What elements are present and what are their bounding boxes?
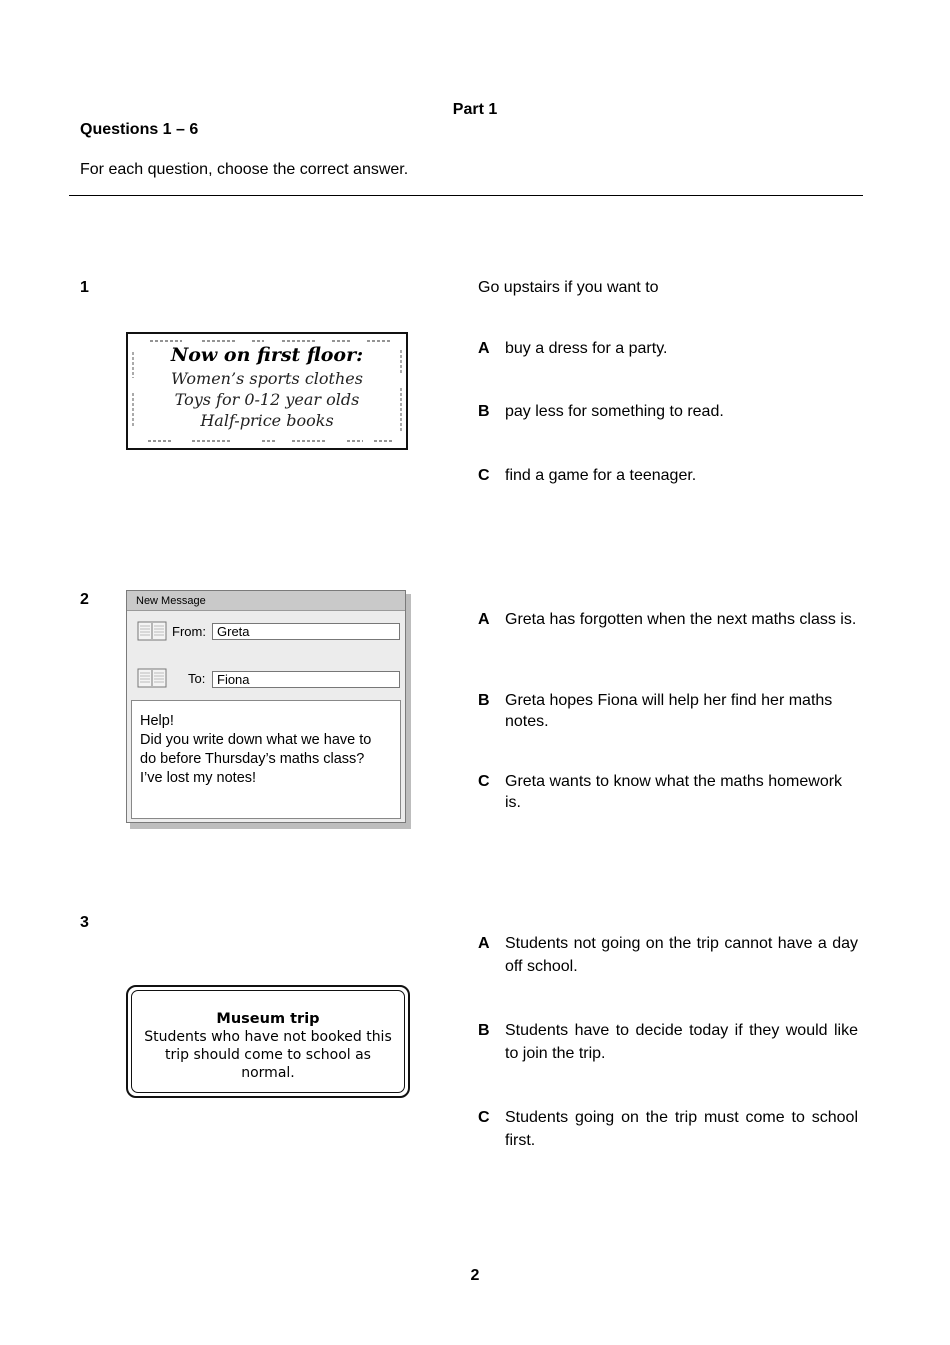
question-3-option-c[interactable] bbox=[478, 1106, 858, 1152]
option-text: Students going on the trip must come to school first. bbox=[505, 1109, 858, 1149]
sign-heading: Now on first floor: bbox=[170, 344, 364, 366]
notice-inner-border bbox=[131, 990, 405, 1093]
sign-line: Half-price books bbox=[200, 411, 334, 430]
notice-title: Museum trip bbox=[216, 1011, 320, 1027]
message-line: do before Thursday’s maths class? bbox=[140, 751, 365, 767]
question-1-option-c[interactable] bbox=[478, 465, 858, 486]
option-letter: A bbox=[478, 340, 490, 357]
message-line: Did you write down what we have to bbox=[140, 732, 372, 748]
notice-line: trip should come to school as bbox=[165, 1047, 371, 1063]
question-1-prompt: Go upstairs if you want to bbox=[478, 279, 659, 296]
from-field[interactable]: Greta bbox=[212, 623, 400, 640]
option-letter: A bbox=[478, 611, 490, 628]
instruction-text: For each question, choose the correct answer. bbox=[80, 161, 409, 178]
option-text: Students not going on the trip cannot have a day off school. bbox=[505, 935, 858, 975]
from-label: From: bbox=[172, 624, 206, 639]
question-1-option-b[interactable] bbox=[478, 401, 858, 422]
message-window-title: New Message bbox=[127, 591, 405, 611]
page-number: 2 bbox=[470, 1267, 480, 1284]
option-text: Greta has forgotten when the next maths class is. bbox=[505, 611, 857, 628]
option-text: Greta wants to know what the maths homework is. bbox=[505, 773, 843, 811]
option-letter: B bbox=[478, 403, 490, 420]
question-2-message-window bbox=[126, 590, 406, 823]
question-3-number: 3 bbox=[80, 914, 89, 931]
question-2-option-a[interactable] bbox=[478, 609, 858, 630]
part-title: Part 1 bbox=[452, 101, 498, 118]
question-3-option-b[interactable] bbox=[478, 1019, 858, 1065]
option-text: Greta hopes Fiona will help her find her maths notes. bbox=[505, 692, 833, 730]
sign-border-decoration bbox=[142, 438, 396, 444]
option-letter: C bbox=[478, 773, 490, 790]
notice-line: normal. bbox=[241, 1065, 295, 1081]
question-3-option-a[interactable] bbox=[478, 932, 858, 978]
to-label: To: bbox=[188, 671, 206, 686]
option-letter: C bbox=[478, 1109, 490, 1126]
question-2-option-b[interactable] bbox=[478, 690, 858, 732]
option-text: Students have to decide today if they would like to join the trip. bbox=[505, 1022, 858, 1062]
question-1-sign bbox=[126, 332, 408, 450]
question-2-number: 2 bbox=[80, 591, 89, 608]
question-3-notice bbox=[126, 985, 410, 1098]
address-book-icon bbox=[137, 667, 167, 689]
questions-range: Questions 1 – 6 bbox=[80, 121, 199, 138]
option-text: buy a dress for a party. bbox=[505, 340, 668, 357]
message-body[interactable] bbox=[131, 700, 401, 819]
option-letter: B bbox=[478, 692, 490, 709]
notice-line: Students who have not booked this bbox=[144, 1029, 392, 1045]
sign-line: Toys for 0-12 year olds bbox=[174, 390, 360, 409]
option-letter: B bbox=[478, 1022, 490, 1039]
sign-line: Women’s sports clothes bbox=[171, 369, 363, 388]
question-1-option-a[interactable] bbox=[478, 338, 858, 359]
option-letter: A bbox=[478, 935, 490, 952]
address-book-icon bbox=[137, 620, 167, 642]
option-text: find a game for a teenager. bbox=[505, 467, 697, 484]
option-text: pay less for something to read. bbox=[505, 403, 724, 420]
message-line: I’ve lost my notes! bbox=[140, 770, 257, 786]
message-line: Help! bbox=[140, 713, 174, 729]
question-2-option-c[interactable] bbox=[478, 771, 858, 813]
to-field[interactable]: Fiona bbox=[212, 671, 400, 688]
header-divider bbox=[69, 195, 863, 196]
option-letter: C bbox=[478, 467, 490, 484]
question-1-number: 1 bbox=[80, 279, 89, 296]
